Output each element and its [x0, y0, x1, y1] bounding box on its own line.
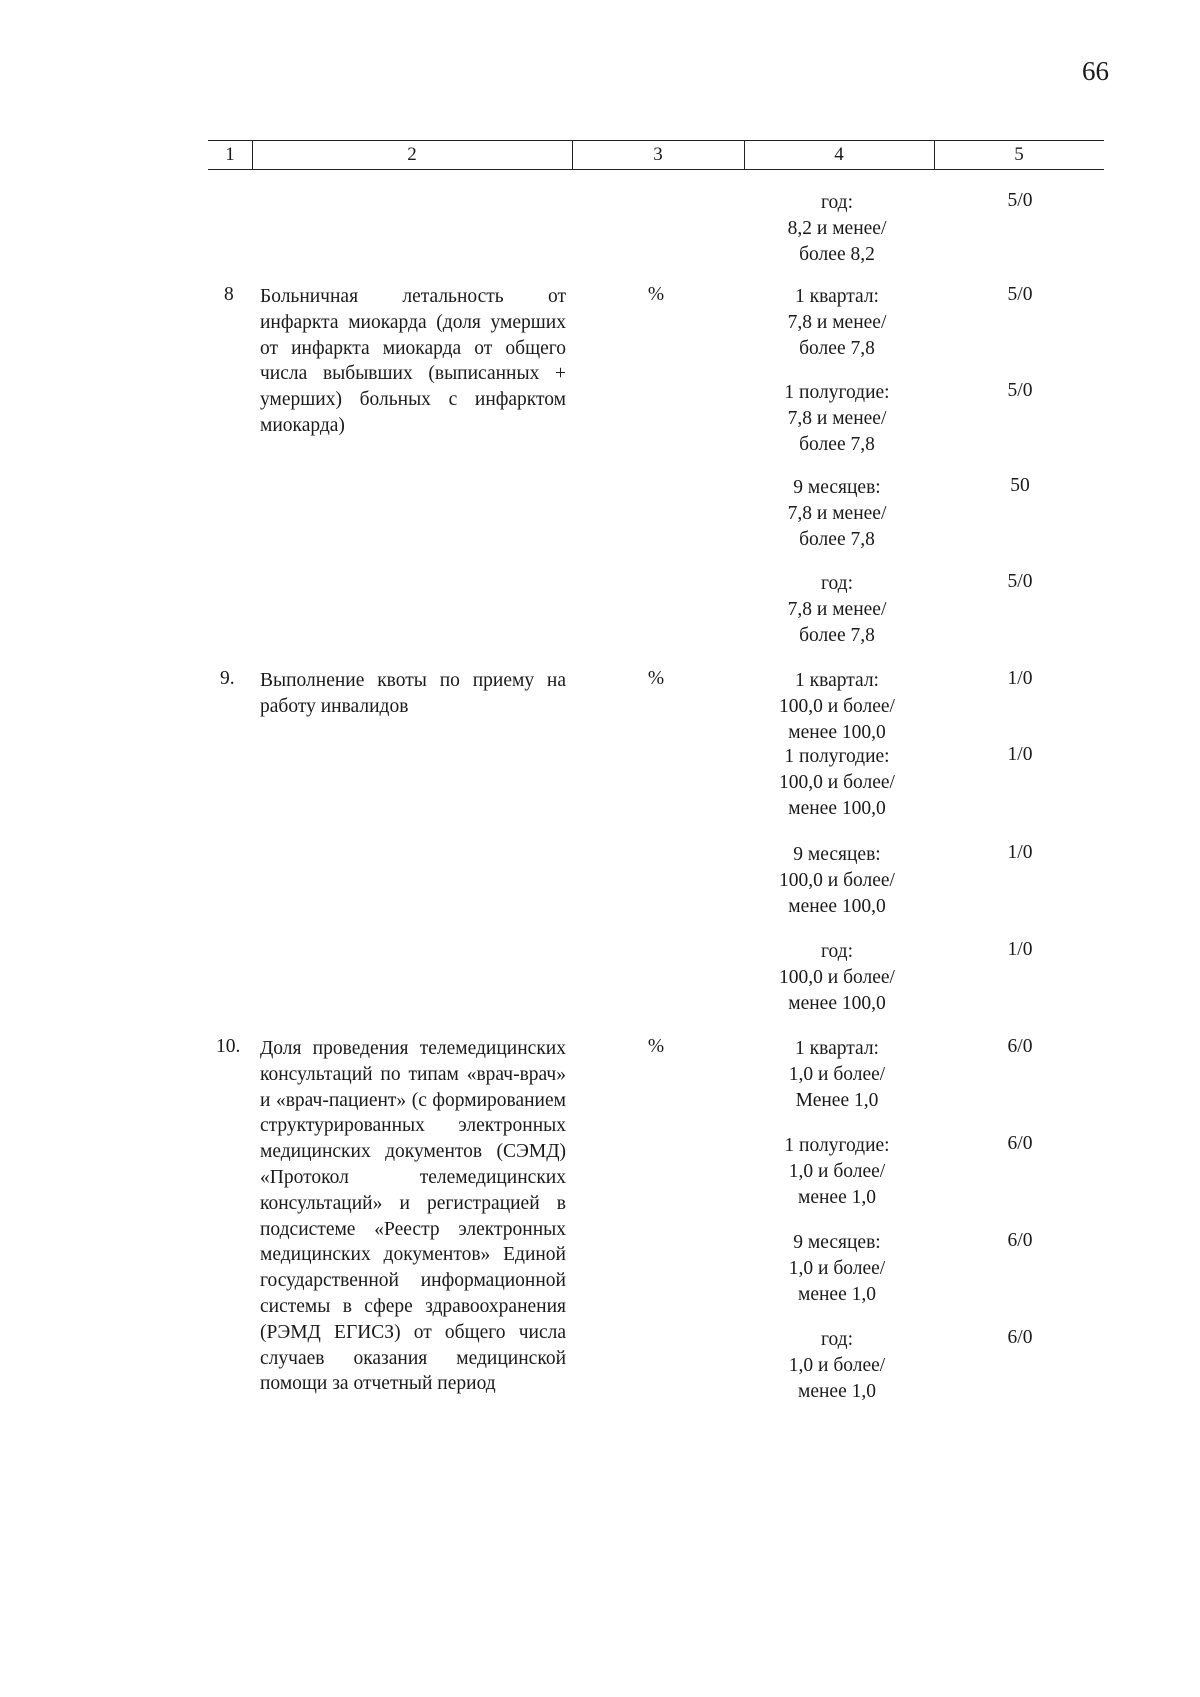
- period-threshold-alt: более 7,8: [799, 624, 875, 646]
- period-threshold: 7,8 и менее/: [787, 598, 887, 620]
- period-label: 1 полугодие:: [784, 382, 890, 403]
- period-threshold-alt: более 7,8: [799, 528, 875, 550]
- period-score: 1/0: [1007, 939, 1033, 960]
- table-header: [208, 140, 1104, 170]
- period-threshold: 100,0 и более/: [779, 771, 895, 793]
- row-unit: %: [647, 668, 665, 689]
- period-block: [742, 668, 932, 745]
- row-description: Выполнение квоты по приему на работу инвалидов: [260, 670, 566, 717]
- row-unit: %: [647, 284, 665, 305]
- period-block: [742, 190, 932, 267]
- period-threshold: 100,0 и более/: [779, 695, 895, 717]
- period-label: год:: [820, 192, 854, 213]
- period-score: 5/0: [1007, 571, 1033, 592]
- period-block: [742, 939, 932, 1016]
- period-threshold-alt: менее 1,0: [798, 1186, 876, 1208]
- period-block: [742, 475, 932, 552]
- period-score: 6/0: [1007, 1133, 1033, 1154]
- period-threshold: 1,0 и более/: [788, 1257, 886, 1279]
- period-threshold-alt: более 7,8: [799, 337, 875, 359]
- period-threshold-alt: более 8,2: [799, 243, 875, 265]
- period-threshold-alt: менее 100,0: [788, 895, 886, 917]
- period-threshold: 1,0 и более/: [788, 1063, 886, 1085]
- period-label: 1 квартал:: [795, 286, 879, 307]
- period-score: 1/0: [1007, 668, 1033, 689]
- period-threshold: 7,8 и менее/: [787, 502, 887, 524]
- period-label: 9 месяцев:: [793, 477, 881, 498]
- header-col-5: 5: [1014, 144, 1024, 165]
- period-label: год:: [820, 573, 854, 594]
- period-score: 5/0: [1007, 284, 1033, 305]
- period-threshold-alt: менее 1,0: [798, 1283, 876, 1305]
- period-block: [742, 571, 932, 648]
- period-label: год:: [820, 1329, 854, 1350]
- period-block: [742, 284, 932, 361]
- period-threshold-alt: Менее 1,0: [795, 1089, 879, 1111]
- period-threshold: 7,8 и менее/: [787, 407, 887, 429]
- period-score: 50: [1010, 475, 1030, 496]
- period-label: 1 квартал:: [795, 1038, 879, 1059]
- period-threshold-alt: менее 1,0: [798, 1380, 876, 1402]
- period-threshold: 100,0 и более/: [779, 966, 895, 988]
- page-number: 66: [1082, 56, 1109, 86]
- period-score: 6/0: [1007, 1230, 1033, 1251]
- period-threshold-alt: более 7,8: [799, 433, 875, 455]
- period-score: 6/0: [1007, 1327, 1033, 1348]
- period-label: 9 месяцев:: [793, 844, 881, 865]
- period-block: [742, 842, 932, 919]
- period-label: 1 полугодие:: [784, 746, 890, 767]
- period-threshold: 7,8 и менее/: [787, 311, 887, 333]
- header-col-4: 4: [834, 144, 844, 165]
- row-unit: %: [647, 1036, 665, 1057]
- period-block: [742, 1230, 932, 1307]
- row-description: Доля проведения телемедицинских консультаций по типам «врач-врач» и «врач-пациент» (с формированием структурированных электронных медицинских документов (СЭМД) «Протокол телемедицинских консультаций» и регистрацией в подсистеме «Реестр электронных медицинских документов» Единой государственной информационной системы в сфере здравоохранения (РЭМД ЕГИСЗ) от общего числа случаев оказания медицинской помощи за отчетный период: [260, 1038, 566, 1395]
- period-score: 5/0: [1007, 190, 1033, 211]
- period-label: год:: [820, 941, 854, 962]
- row-description: Больничная летальность от инфаркта миокарда (доля умерших от инфаркта миокарда от общего числа выбывших (выписанных + умерших) больных с инфарктом миокарда): [260, 286, 566, 436]
- period-label: 1 квартал:: [795, 670, 879, 691]
- period-block: [742, 1133, 932, 1210]
- row-number: 8: [224, 284, 234, 305]
- period-block: [742, 380, 932, 457]
- period-score: 5/0: [1007, 380, 1033, 401]
- period-threshold: 100,0 и более/: [779, 869, 895, 891]
- period-threshold: 1,0 и более/: [788, 1354, 886, 1376]
- period-label: 9 месяцев:: [793, 1232, 881, 1253]
- period-score: 1/0: [1007, 744, 1033, 765]
- header-col-1: 1: [225, 144, 235, 165]
- row-number: 9.: [220, 668, 235, 689]
- period-threshold-alt: менее 100,0: [788, 721, 886, 743]
- row-number: 10.: [216, 1036, 241, 1057]
- period-threshold: 8,2 и менее/: [787, 217, 887, 239]
- period-threshold-alt: менее 100,0: [788, 797, 886, 819]
- period-block: [742, 1036, 932, 1113]
- header-col-2: 2: [407, 144, 417, 165]
- period-threshold-alt: менее 100,0: [788, 992, 886, 1014]
- period-block: [742, 1327, 932, 1404]
- period-threshold: 1,0 и более/: [788, 1160, 886, 1182]
- period-label: 1 полугодие:: [784, 1135, 890, 1156]
- period-score: 6/0: [1007, 1036, 1033, 1057]
- period-block: [742, 744, 932, 821]
- header-col-3: 3: [653, 144, 663, 165]
- period-score: 1/0: [1007, 842, 1033, 863]
